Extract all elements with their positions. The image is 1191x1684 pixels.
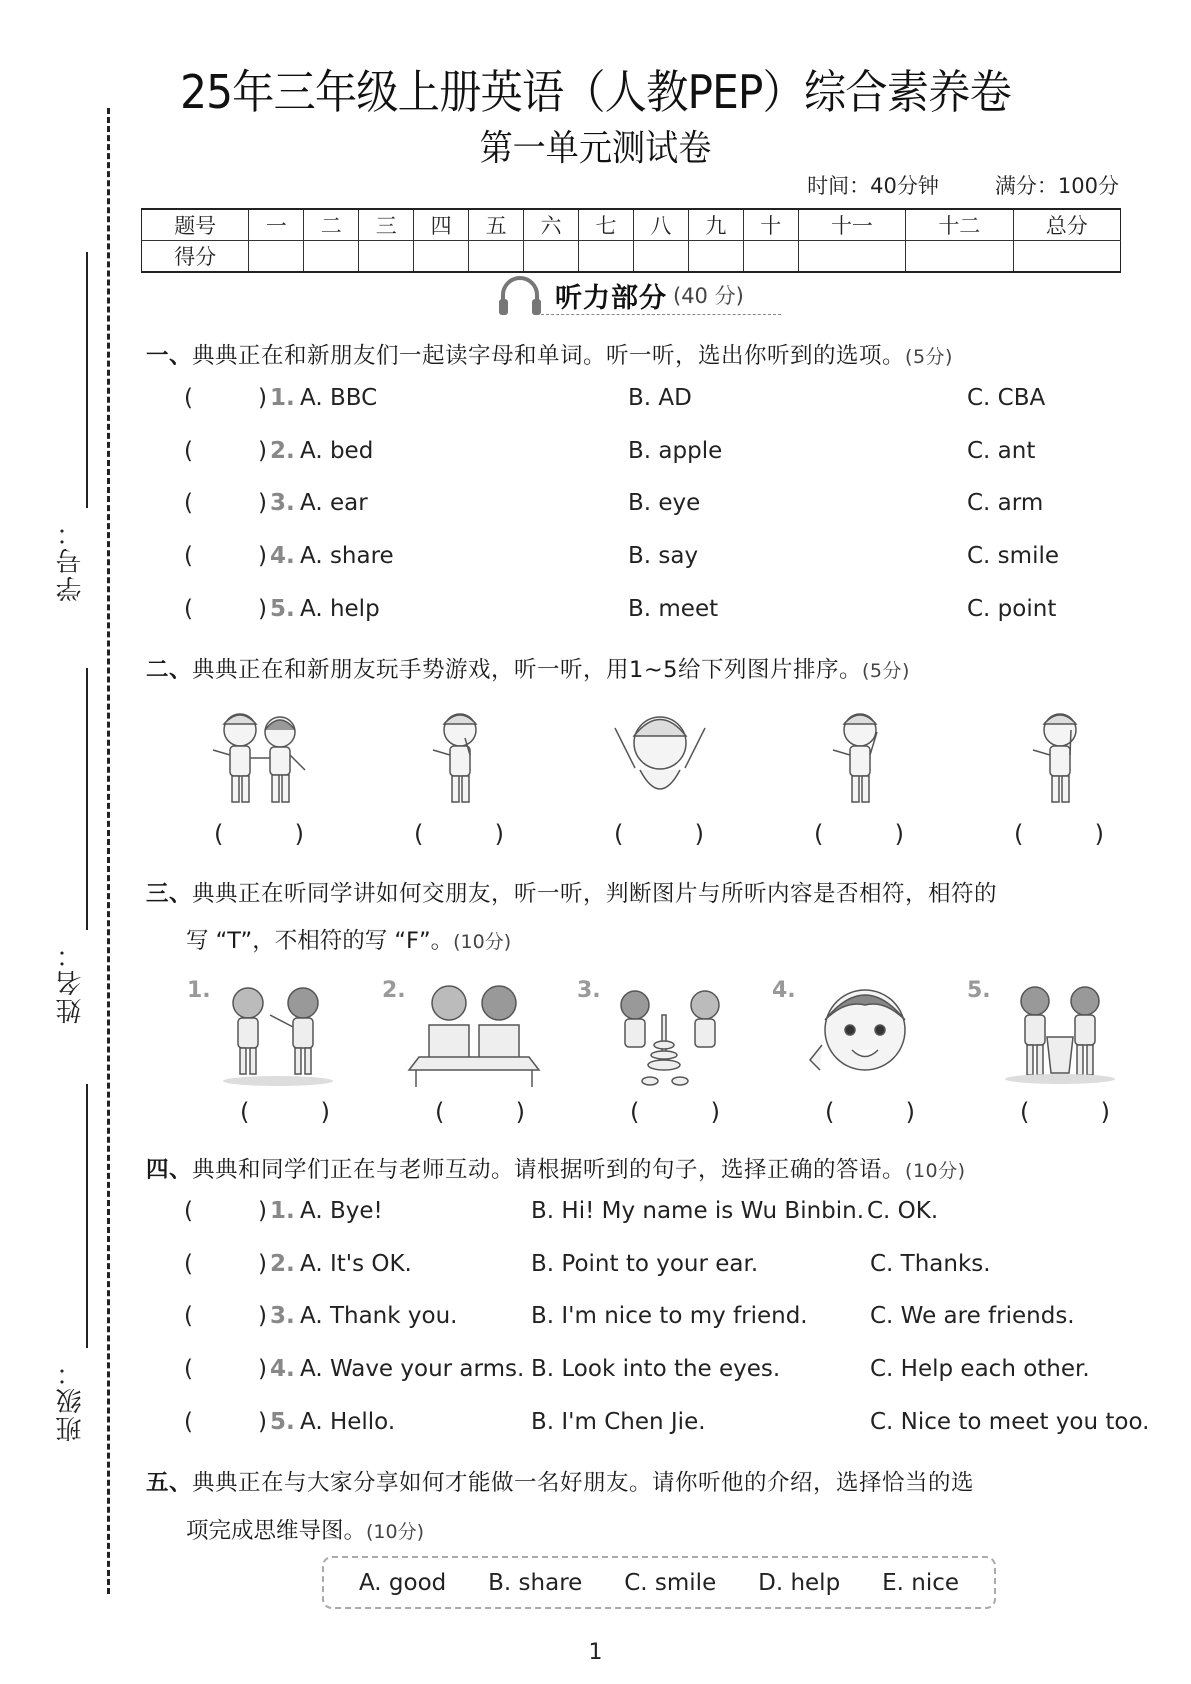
- order-blank[interactable]: ( ): [814, 820, 904, 848]
- option-a: A. share: [300, 543, 394, 569]
- row-label: 得分: [142, 241, 249, 273]
- question-number: 4.: [270, 543, 295, 569]
- listening-title: 听力部分: [555, 282, 667, 314]
- section1-question: [0, 543, 1191, 577]
- option-a: A. help: [300, 596, 380, 622]
- question-number: 1.: [270, 385, 295, 411]
- answer-blank-close: ): [258, 1303, 267, 1329]
- option-a: A. It's OK.: [300, 1251, 412, 1277]
- smiling-boy-illustration: [800, 975, 930, 1090]
- answer-blank-open[interactable]: (: [184, 1356, 193, 1382]
- answer-blank-open[interactable]: (: [184, 1303, 193, 1329]
- section3-heading-cont: [186, 923, 511, 955]
- name-line-upper: [86, 668, 88, 930]
- tf-blank[interactable]: ( ): [240, 1098, 330, 1126]
- answer-blank-open[interactable]: (: [184, 1198, 193, 1224]
- section1-question: [0, 438, 1191, 472]
- boy-pointing-eye-illustration: [995, 700, 1125, 815]
- picture-number: 2.: [382, 978, 406, 1003]
- option-c: C. Help each other.: [870, 1356, 1090, 1382]
- option-b: B. I'm Chen Jie.: [531, 1409, 706, 1435]
- section5-heading: [146, 1465, 974, 1497]
- two-boys-illustration: [195, 700, 325, 815]
- answer-blank-close: ): [258, 543, 267, 569]
- student-id-label: 学号：: [56, 518, 86, 602]
- section4-question: [0, 1251, 1191, 1285]
- section4-question: [0, 1356, 1191, 1390]
- tf-blank[interactable]: ( ): [435, 1098, 525, 1126]
- score-cell[interactable]: [469, 241, 524, 273]
- option-b: B. Point to your ear.: [531, 1251, 759, 1277]
- word-option: E. nice: [882, 1569, 960, 1596]
- section4-instruction: 典典和同学们正在与老师互动。请根据听到的句子，选择正确的答语。: [192, 1157, 906, 1183]
- word-option: D. help: [758, 1569, 841, 1596]
- boy-pointing-mouth-illustration: [395, 700, 525, 815]
- option-c: C. OK.: [867, 1198, 939, 1224]
- answer-blank-close: ): [258, 1409, 267, 1435]
- word-option: C. smile: [624, 1569, 717, 1596]
- option-b: B. Hi! My name is Wu Binbin.: [531, 1198, 865, 1224]
- section4-heading: [146, 1152, 966, 1184]
- exam-subtitle: 第一单元测试卷: [479, 128, 712, 169]
- score-table-score-row: [142, 241, 1121, 273]
- section1-instruction: 典典正在和新朋友们一起读字母和单词。听一听，选出你听到的选项。: [192, 343, 906, 369]
- option-c: C. We are friends.: [870, 1303, 1075, 1329]
- score-cell[interactable]: [524, 241, 579, 273]
- option-b: B. apple: [628, 438, 723, 464]
- col-header: 二: [304, 209, 359, 241]
- option-c: C. ant: [967, 438, 1036, 464]
- score-table: [141, 208, 1121, 273]
- option-c: C. Nice to meet you too.: [870, 1409, 1150, 1435]
- option-b: B. meet: [628, 596, 719, 622]
- option-a: A. Bye!: [300, 1198, 383, 1224]
- section1-question: [0, 596, 1191, 630]
- answer-blank-close: ): [258, 596, 267, 622]
- exam-title: 25年三年级上册英语（人教PEP）综合素养卷: [180, 65, 1011, 119]
- score-cell[interactable]: [579, 241, 634, 273]
- section2-instruction: 典典正在和新朋友玩手势游戏，听一听，用1~5给下列图片排序。: [192, 657, 862, 683]
- answer-blank-open[interactable]: (: [184, 385, 193, 411]
- question-number: 3.: [270, 1303, 295, 1329]
- section5-number: 五、: [146, 1470, 193, 1496]
- question-number: 4.: [270, 1356, 295, 1382]
- word-option: B. share: [488, 1569, 583, 1596]
- option-b: B. Look into the eyes.: [531, 1356, 781, 1382]
- section4-question: [0, 1409, 1191, 1443]
- listening-section-header: [497, 273, 744, 317]
- gesture-picture-holding-hands: [195, 700, 325, 815]
- answer-blank-open[interactable]: (: [184, 543, 193, 569]
- col-header: 十: [743, 209, 798, 241]
- order-blank[interactable]: ( ): [414, 820, 504, 848]
- answer-blank-close: ): [258, 1198, 267, 1224]
- answer-blank-open[interactable]: (: [184, 1251, 193, 1277]
- full-score: 满分：100分: [994, 174, 1119, 198]
- option-a: A. Thank you.: [300, 1303, 458, 1329]
- section4-question: [0, 1303, 1191, 1337]
- option-b: B. AD: [628, 385, 692, 411]
- section5-heading-cont: [186, 1513, 424, 1545]
- section3-instruction-line2: 写 “T”，不相符的写 “F”。: [186, 928, 454, 954]
- answer-blank-open[interactable]: (: [184, 490, 193, 516]
- section3-heading: [146, 876, 997, 908]
- girls-arguing-illustration: [208, 975, 348, 1090]
- score-cell[interactable]: [304, 241, 359, 273]
- col-header: 四: [414, 209, 469, 241]
- boy-waving-illustration: [595, 698, 725, 813]
- time-limit: 时间：40分钟: [807, 174, 939, 198]
- score-cell[interactable]: [633, 241, 688, 273]
- gesture-picture-eye: [995, 700, 1125, 815]
- col-header: 八: [633, 209, 688, 241]
- section3-points: (10分): [453, 931, 512, 953]
- section1-question: [0, 385, 1191, 419]
- option-c: C. arm: [967, 490, 1044, 516]
- word-option: A. good: [358, 1569, 447, 1596]
- answer-blank-open[interactable]: (: [184, 596, 193, 622]
- listening-underline: [541, 314, 781, 315]
- score-cell[interactable]: [906, 241, 1013, 273]
- col-header: 七: [579, 209, 634, 241]
- tf-blank[interactable]: ( ): [630, 1098, 720, 1126]
- answer-blank-close: ): [258, 1356, 267, 1382]
- section2-points: (5分): [862, 660, 910, 682]
- kids-carrying-bucket-illustration: [995, 975, 1125, 1090]
- option-a: A. BBC: [300, 385, 378, 411]
- option-a: A. Hello.: [300, 1409, 396, 1435]
- picture-number: 1.: [187, 978, 211, 1003]
- answer-blank-close: ): [258, 385, 267, 411]
- section2-heading: [146, 652, 910, 684]
- tf-picture-helping: [995, 975, 1125, 1090]
- tf-picture-reading: [404, 975, 544, 1090]
- section1-number: 一、: [146, 343, 193, 369]
- gesture-picture-wave: [595, 698, 725, 813]
- answer-blank-open[interactable]: (: [184, 438, 193, 464]
- answer-blank-close: ): [258, 438, 267, 464]
- gesture-picture-mouth: [395, 700, 525, 815]
- section5-instruction-line2: 项完成思维导图。: [186, 1518, 367, 1544]
- question-number: 3.: [270, 490, 295, 516]
- score-cell[interactable]: [798, 241, 905, 273]
- answer-blank-close: ): [258, 1251, 267, 1277]
- order-blank[interactable]: ( ): [214, 820, 304, 848]
- score-cell[interactable]: [359, 241, 414, 273]
- score-cell[interactable]: [414, 241, 469, 273]
- score-cell[interactable]: [249, 241, 304, 273]
- question-number: 2.: [270, 1251, 295, 1277]
- option-a: A. Wave your arms.: [300, 1356, 525, 1382]
- boy-pointing-ear-illustration: [795, 700, 925, 815]
- option-b: B. say: [628, 543, 699, 569]
- kids-reading-illustration: [404, 975, 544, 1090]
- section4-question: [0, 1198, 1191, 1232]
- word-bank-box: [322, 1556, 996, 1609]
- tf-picture-arguing: [208, 975, 348, 1090]
- name-label: 姓名：: [56, 940, 86, 1024]
- col-header: 一: [249, 209, 304, 241]
- tf-picture-playing: [600, 975, 740, 1090]
- picture-number: 4.: [772, 978, 796, 1003]
- col-header: 五: [469, 209, 524, 241]
- section4-points: (10分): [905, 1160, 966, 1182]
- option-a: A. ear: [300, 490, 368, 516]
- section5-instruction-line1: 典典正在与大家分享如何才能做一名好朋友。请你听他的介绍，选择恰当的选: [192, 1470, 975, 1496]
- col-header: 十二: [906, 209, 1013, 241]
- exam-meta: [807, 170, 1119, 200]
- col-header: 十一: [798, 209, 905, 241]
- option-c: C. point: [967, 596, 1057, 622]
- question-number: 5.: [270, 1409, 295, 1435]
- section3-number: 三、: [146, 881, 193, 907]
- headphones-icon: [497, 273, 543, 317]
- question-number: 2.: [270, 438, 295, 464]
- section1-points: (5分): [905, 346, 953, 368]
- option-b: B. I'm nice to my friend.: [531, 1303, 808, 1329]
- question-number: 1.: [270, 1198, 295, 1224]
- section1-question: [0, 490, 1191, 524]
- section2-number: 二、: [146, 657, 193, 683]
- option-c: C. smile: [967, 543, 1059, 569]
- kids-playing-illustration: [600, 975, 740, 1090]
- answer-blank-close: ): [258, 490, 267, 516]
- listening-points: (40 分): [673, 284, 744, 308]
- score-table-header-row: [142, 209, 1121, 241]
- option-b: B. eye: [628, 490, 701, 516]
- page-number: 1: [588, 1640, 603, 1665]
- option-c: C. CBA: [967, 385, 1046, 411]
- option-a: A. bed: [300, 438, 374, 464]
- order-blank[interactable]: ( ): [614, 820, 704, 848]
- score-cell[interactable]: [688, 241, 743, 273]
- section4-number: 四、: [146, 1157, 193, 1183]
- row-label: 题号: [142, 209, 249, 241]
- tf-blank[interactable]: ( ): [1020, 1098, 1110, 1126]
- gesture-picture-ear: [795, 700, 925, 815]
- section1-heading: [146, 338, 953, 370]
- col-header: 九: [688, 209, 743, 241]
- col-header: 三: [359, 209, 414, 241]
- section3-instruction-line1: 典典正在听同学讲如何交朋友，听一听，判断图片与所听内容是否相符，相符的: [192, 881, 998, 907]
- col-header: 六: [524, 209, 579, 241]
- score-cell[interactable]: [1013, 241, 1121, 273]
- picture-number: 3.: [577, 978, 601, 1003]
- order-blank[interactable]: ( ): [1014, 820, 1104, 848]
- question-number: 5.: [270, 596, 295, 622]
- section5-points: (10分): [366, 1521, 425, 1543]
- tf-picture-smiling: [800, 975, 930, 1090]
- tf-blank[interactable]: ( ): [825, 1098, 915, 1126]
- answer-blank-open[interactable]: (: [184, 1409, 193, 1435]
- col-header: 总分: [1013, 209, 1121, 241]
- picture-number: 5.: [967, 978, 991, 1003]
- score-cell[interactable]: [743, 241, 798, 273]
- class-label: 班级：: [56, 1358, 86, 1442]
- option-c: C. Thanks.: [870, 1251, 991, 1277]
